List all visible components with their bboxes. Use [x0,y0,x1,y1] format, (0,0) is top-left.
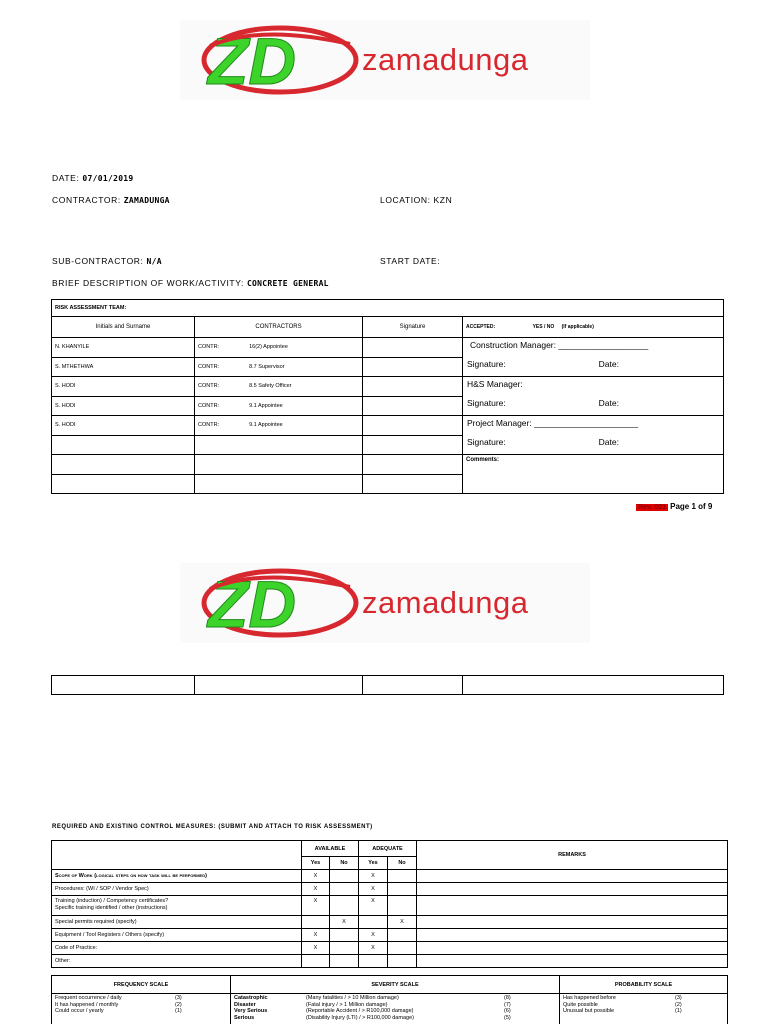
list-item: Very Serious (Reportable Accident / > R100,000 damage) (6) [234,1008,511,1014]
adequate-yes-cell[interactable]: X [359,883,388,896]
member-role: 16(2) Appointee [249,344,288,351]
adequate-no-cell[interactable] [388,896,417,916]
list-item: Quite possible (2) [563,1001,682,1008]
member-role: 9.1 Appointee [249,422,283,429]
table-row [52,377,724,397]
control-label: Training (induction) / Competency certificates? Specific training identified / other (instructions) [52,896,302,916]
member-contr: CONTR: 8.7 Supervisor [195,357,363,377]
continuation-table [51,675,724,695]
adequate-no-cell[interactable] [388,870,417,883]
frequency-scale-cell [52,994,231,1024]
empty-cell[interactable] [463,676,724,695]
available-yes-header: Yes [302,857,330,870]
construction-manager-cell [463,338,724,377]
construction-manager-label: Construction Manager: ___________________ [470,340,649,350]
table-row [52,883,728,896]
control-label: Code of Practice: [52,942,302,955]
probability-scale-cell [560,994,728,1024]
cm-signature-label: Signature: [467,359,506,369]
list-item: Frequent occurrence / daily (3) [55,995,182,1001]
col-signature: Signature [363,317,463,338]
signature-cell[interactable] [363,338,463,358]
adequate-yes-cell[interactable]: X [359,896,388,916]
control-label: Special permits required (specify) [52,916,302,929]
blank-header [52,841,302,870]
page-number: Page 1 of 9 [670,502,713,511]
team-title: RISK ASSESSMENT TEAM: [52,300,724,317]
pm-date-label: Date: [598,437,619,447]
control-label: Other: [52,955,302,968]
control-label: Scope of Work (logical steps on how task will be performed) [52,870,302,883]
remarks-cell[interactable] [417,929,728,942]
list-item: Unusual but possible (1) [563,1008,682,1014]
zd-monogram-icon [200,22,360,98]
signature-cell[interactable] [363,455,463,475]
available-yes-cell[interactable]: X [302,870,330,883]
hs-date-label: Date: [598,398,619,408]
remarks-cell[interactable] [417,942,728,955]
empty-cell[interactable] [363,676,463,695]
signature-cell[interactable] [363,357,463,377]
date-field [52,173,134,183]
empty-cell[interactable] [195,455,363,475]
empty-cell[interactable] [52,676,195,695]
comments-cell[interactable] [463,455,724,494]
available-yes-cell[interactable] [302,955,330,968]
control-label: Procedures: (WI / SOP / Vendor Spec) [52,883,302,896]
risk-assessment-team-table [51,299,724,494]
remarks-cell[interactable] [417,896,728,916]
adequate-no-header: No [388,857,417,870]
severity-scale-header: SEVERITY SCALE [231,976,560,994]
contractor-field [52,195,170,205]
control-measures-table [51,840,728,968]
adequate-yes-cell[interactable]: X [359,942,388,955]
svg-text:ZD: ZD [208,567,296,641]
signature-cell[interactable] [363,474,463,494]
cm-date-label: Date: [598,359,619,369]
available-no-cell[interactable] [330,883,359,896]
adequate-yes-cell[interactable] [359,916,388,929]
empty-cell[interactable] [195,474,363,494]
available-no-cell[interactable] [330,929,359,942]
signature-cell[interactable] [363,416,463,436]
available-yes-cell[interactable] [302,916,330,929]
member-contr: CONTR: 8.5 Safety Officer [195,377,363,397]
table-row [52,676,724,695]
remarks-cell[interactable] [417,883,728,896]
hs-manager-label: H&S Manager: [467,379,523,389]
adequate-yes-header: Yes [359,857,388,870]
table-row [52,896,728,916]
accepted-cell [463,317,724,338]
member-contr: CONTR: 9.1 Appointee [195,416,363,436]
table-row [52,942,728,955]
frequency-scale-header: FREQUENCY SCALE [52,976,231,994]
adequate-no-cell[interactable] [388,942,417,955]
available-no-cell[interactable] [330,896,359,916]
empty-cell[interactable] [52,455,195,475]
list-item: Serious (Disability Injury (LTI) / > R100,000 damage) (5) [234,1014,511,1021]
brief-description-field [52,278,329,288]
col-initials: Initials and Surname [52,317,195,338]
member-name: S. MTHETHWA [52,357,195,377]
accepted-label: ACCEPTED: [466,324,496,330]
severity-scale-cell [231,994,560,1024]
comments-label: Comments: [466,457,500,463]
available-yes-cell[interactable]: X [302,929,330,942]
available-header: AVAILABLE [302,841,359,857]
member-name: S. HODI [52,396,195,416]
member-name: N. KHANYILE [52,338,195,358]
start-date-label: START DATE: [380,256,441,266]
list-item: It has happened / monthly (2) [55,1001,182,1008]
adequate-yes-cell[interactable] [359,955,388,968]
available-no-cell[interactable] [330,942,359,955]
brand-name: zamadunga [362,42,529,77]
control-label: Equipment / Tool Registers / Others (specify) [52,929,302,942]
company-logo [180,20,590,100]
signature-cell[interactable] [363,377,463,397]
subcontractor-label: SUB-CONTRACTOR: [52,256,144,266]
remarks-cell[interactable] [417,916,728,929]
remarks-cell[interactable] [417,955,728,968]
available-no-cell[interactable] [330,870,359,883]
member-contr: CONTR: 16(2) Appointee [195,338,363,358]
controls-title: REQUIRED AND EXISTING CONTROL MEASURES: (SUBMIT AND ATTACH TO RISK ASSESSMENT) [52,824,373,830]
adequate-no-cell[interactable]: X [388,916,417,929]
probability-scale-header: PROBABILITY SCALE [560,976,728,994]
remarks-cell[interactable] [417,870,728,883]
available-yes-cell[interactable]: X [302,942,330,955]
date-label: DATE: [52,173,80,183]
empty-cell[interactable] [195,435,363,455]
available-no-cell[interactable]: X [330,916,359,929]
remarks-header: REMARKS [417,841,728,870]
col-contractors: CONTRACTORS [195,317,363,338]
svg-text:ZD: ZD [208,24,296,98]
adequate-yes-cell[interactable]: X [359,929,388,942]
zd-monogram-icon [200,565,360,641]
contractor-label: CONTRACTOR: [52,195,121,205]
member-name: S. HODI [52,416,195,436]
pm-signature-label: Signature: [467,437,506,447]
list-item: Could occur / yearly (1) [55,1008,182,1014]
company-logo [180,563,590,643]
adequate-header: ADEQUATE [359,841,417,857]
empty-cell[interactable] [52,435,195,455]
available-yes-cell[interactable]: X [302,896,330,916]
list-item: Disaster (Fatal injury / > 1 Million damage) (7) [234,1001,511,1008]
page-footer [636,502,712,511]
member-role: 8.7 Supervisor [249,363,285,370]
hs-signature-label: Signature: [467,398,506,408]
revision-badge: Rev. 001 [638,504,666,511]
empty-cell[interactable] [52,474,195,494]
member-name: S. HODI [52,377,195,397]
table-row [52,416,724,436]
table-row [52,955,728,968]
available-no-header: No [330,857,359,870]
adequate-no-cell[interactable] [388,883,417,896]
signature-cell[interactable] [363,435,463,455]
contractor-value: ZAMADUNGA [123,196,170,205]
brief-label: BRIEF DESCRIPTION OF WORK/ACTIVITY: [52,278,244,288]
scales-table [51,975,728,1024]
table-row [52,916,728,929]
table-row [52,338,724,358]
member-contr: CONTR: 9.1 Appointee [195,396,363,416]
table-row [52,929,728,942]
adequate-no-cell[interactable] [388,929,417,942]
subcontractor-value: N/A [146,257,162,266]
brand-name: zamadunga [362,585,529,620]
project-manager-label: Project Manager: ______________________ [467,418,639,428]
list-item: Has happened before (3) [563,995,682,1001]
project-manager-cell [463,416,724,455]
hs-manager-cell [463,377,724,416]
signature-cell[interactable] [363,396,463,416]
member-role: 9.1 Appointee [249,402,283,409]
table-row [52,455,724,475]
table-row [52,870,728,883]
member-role: 8.5 Safety Officer [249,383,292,390]
adequate-no-cell[interactable] [388,955,417,968]
if-applicable-label: (If applicable) [561,324,594,330]
yes-no-label: YES / NO [532,324,555,330]
brief-value: CONCRETE GENERAL [246,279,329,288]
empty-cell[interactable] [195,676,363,695]
location-label: LOCATION: KZN [380,195,453,205]
list-item: Catastrophic (Many fatalities / > 10 Million damage) (8) [234,995,511,1001]
available-yes-cell[interactable]: X [302,883,330,896]
date-value: 07/01/2019 [82,174,134,183]
available-no-cell[interactable] [330,955,359,968]
adequate-yes-cell[interactable]: X [359,870,388,883]
subcontractor-field [52,256,162,266]
